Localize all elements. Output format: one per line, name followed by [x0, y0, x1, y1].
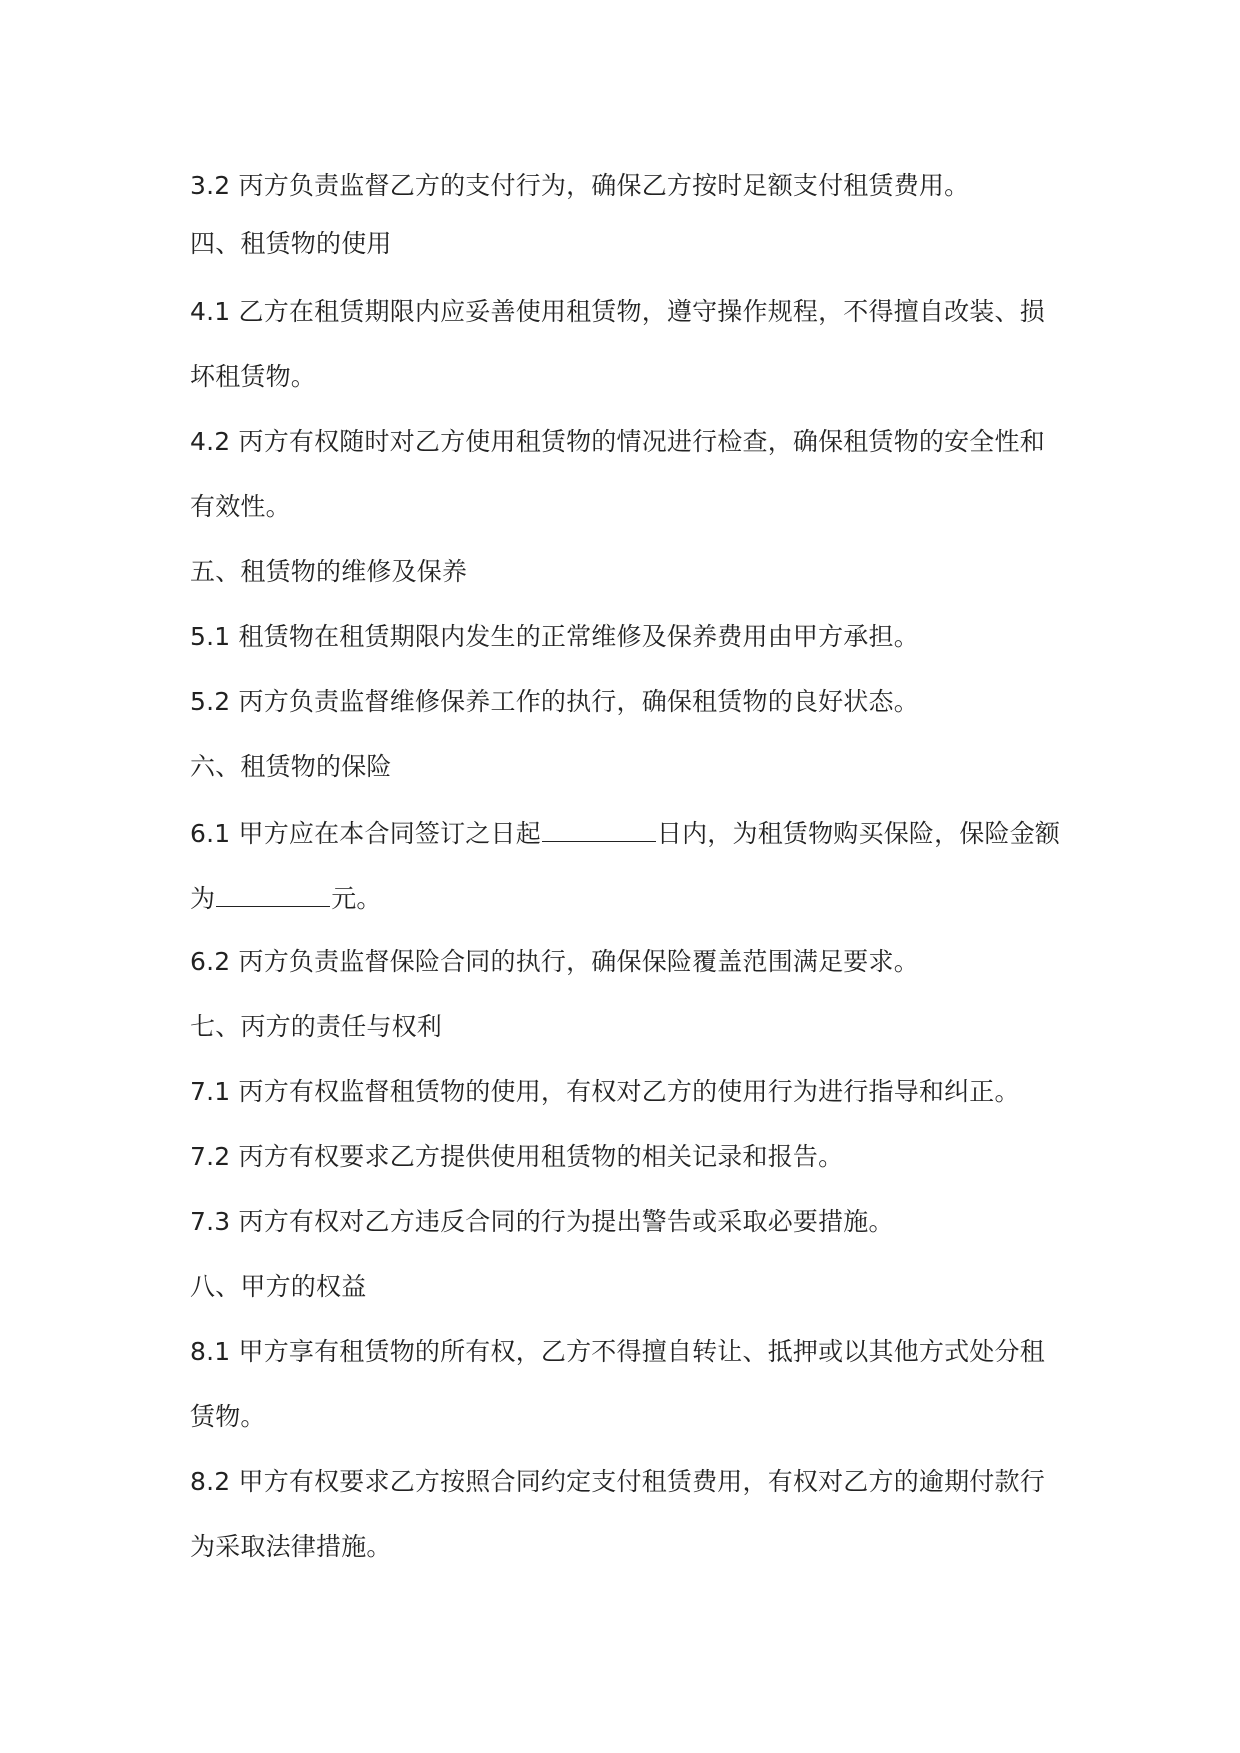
clause-4-1: 4.1 乙方在租赁期限内应妥善使用租赁物，遵守操作规程，不得擅自改装、损: [190, 297, 1045, 326]
clause-6-1-text-end: 日内，为租赁物购买保险，保险金额: [656, 819, 1061, 848]
days-blank-field[interactable]: [542, 815, 656, 842]
clause-7-3: 7.3 丙方有权对乙方违反合同的行为提出警告或采取必要措施。: [190, 1207, 894, 1236]
clause-7-2: 7.2 丙方有权要求乙方提供使用租赁物的相关记录和报告。: [190, 1142, 844, 1171]
section-heading-4: 四、租赁物的使用: [190, 229, 392, 258]
section-heading-6: 六、租赁物的保险: [190, 752, 392, 781]
clause-4-2: 4.2 丙方有权随时对乙方使用租赁物的情况进行检查，确保租赁物的安全性和: [190, 427, 1045, 456]
section-heading-5: 五、租赁物的维修及保养: [190, 557, 468, 586]
clause-3-2: 3.2 丙方负责监督乙方的支付行为，确保乙方按时足额支付租赁费用。: [190, 171, 970, 200]
clause-4-1-continued: 坏租赁物。: [190, 362, 317, 391]
section-heading-8: 八、甲方的权益: [190, 1272, 367, 1301]
clause-6-1-amount-suffix: 元。: [331, 884, 382, 913]
clause-8-2-continued: 为采取法律措施。: [190, 1532, 392, 1561]
section-heading-7: 七、丙方的责任与权利: [190, 1012, 443, 1041]
amount-blank-field[interactable]: [216, 880, 330, 907]
clause-8-1-continued: 赁物。: [190, 1402, 266, 1431]
clause-4-2-continued: 有效性。: [190, 492, 291, 521]
clause-8-2: 8.2 甲方有权要求乙方按照合同约定支付租赁费用，有权对乙方的逾期付款行: [190, 1467, 1045, 1496]
clause-6-2: 6.2 丙方负责监督保险合同的执行，确保保险覆盖范围满足要求。: [190, 947, 919, 976]
clause-6-1-text-start: 6.1 甲方应在本合同签订之日起: [190, 819, 541, 848]
clause-5-2: 5.2 丙方负责监督维修保养工作的执行，确保租赁物的良好状态。: [190, 687, 919, 716]
clause-8-1: 8.1 甲方享有租赁物的所有权，乙方不得擅自转让、抵押或以其他方式处分租: [190, 1337, 1045, 1366]
clause-7-1: 7.1 丙方有权监督租赁物的使用，有权对乙方的使用行为进行指导和纠正。: [190, 1077, 1020, 1106]
clause-6-1-amount-prefix: 为: [190, 884, 216, 913]
clause-6-1: [190, 815, 1070, 851]
clause-6-1-continued: [190, 880, 1070, 916]
clause-5-1: 5.1 租赁物在租赁期限内发生的正常维修及保养费用由甲方承担。: [190, 622, 919, 651]
